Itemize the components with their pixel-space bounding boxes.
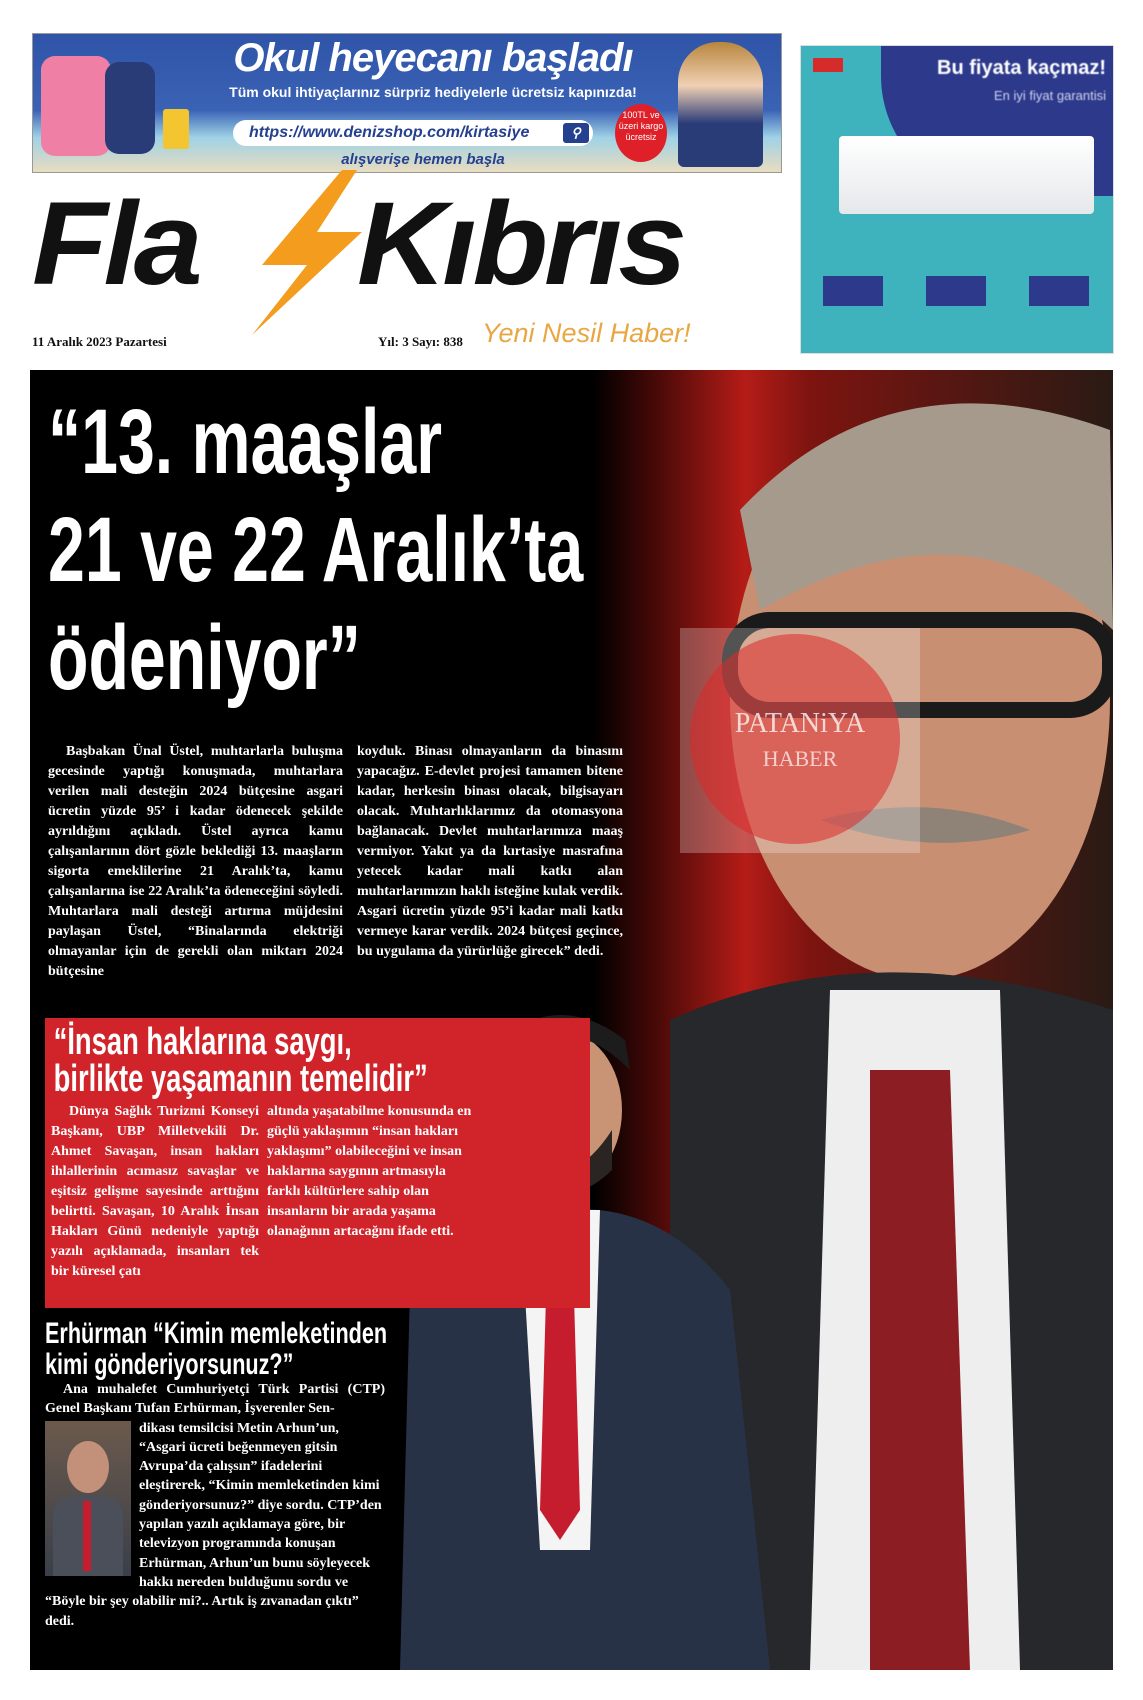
lead-story-body <box>30 742 650 1018</box>
price-tag <box>926 276 986 306</box>
story3-headline-line: kimi gönderiyorsunuz?” <box>45 1348 294 1381</box>
backpack-image <box>41 56 111 156</box>
story3-headline-line: Erhürman “Kimin memleketinden <box>45 1317 388 1350</box>
ad-url-bar[interactable] <box>233 120 593 146</box>
story3-body-flow <box>45 1419 385 1631</box>
story3-outro: nereden bulduğunu sordu ve “Böyle bir şey olabilir mi?.. Artık iş zıvanadan çıktı” dedi. <box>45 1574 359 1629</box>
masthead-logo <box>32 180 792 315</box>
left-column-flow <box>30 742 650 1631</box>
school-ad-banner[interactable] <box>32 33 782 173</box>
story2-column-1: Dünya Sağlık Turizmi Konseyi Başkanı, UBP Milletvekili Dr. Ahmet Savaşan, insan hakları ihlallerinin acımasız savaşlar ve eşitsiz gelişme sayesinde arttığını belirtti. Savaşan, 10 Aralık İnsan Hakları Günü nedeniyle yaptığı yazılı açıklamada, insanları tek bir küresel çatı <box>51 1104 259 1279</box>
front-page-main <box>30 370 1113 1670</box>
story3-intro: Ana muhalefet Cumhuriyetçi Türk Partisi (CTP) Genel Başkanı Tufan Erhürman, İşverenler Sen- <box>45 1382 385 1417</box>
lead-headline-line: 21 ve 22 Aralık’ta <box>48 499 584 601</box>
air-conditioner-ad[interactable] <box>800 45 1114 354</box>
watermark-text: PATANiYA <box>734 708 866 739</box>
shipping-badge: 100TL ve üzeri kargo ücretsiz <box>615 104 667 162</box>
logo-text-left: Fla <box>32 178 199 310</box>
issue-number: Yıl: 3 Sayı: 838 <box>378 334 463 349</box>
ad-title: Okul heyecanı başladı <box>233 36 633 80</box>
lead-headline-line: ödeniyor” <box>48 607 361 709</box>
erhurman-story <box>30 1317 388 1631</box>
story2-headline-line: birlikte yaşamanın temelidir” <box>53 1058 428 1100</box>
lead-story-column-2: koyduk. Binası olmayanların da binasını yapacağız. E-devlet projesi tamamen bitene kadar, herkesin binası olacak, bilgisayarı olacak. Muhtarlıklarımız da otomasyona bağlanacak. Devlet muhtarlarımıza maaş vermiyor. Yakıt ya da kırtasiye masrafına yetecek kadar mali katkı alan muhtarlarımızın haklı isteğine kulak verdik. Asgari ücretin yüzde 95’i kadar mali katkı vermeye karar verdik. 2024 bütçesi geçince, bu uygulama da yürürlüğe girecek” dedi. <box>357 744 623 959</box>
lead-headline-line: “13. maaşlar <box>48 391 443 493</box>
pencil-cup-image <box>163 109 189 149</box>
story2-column-2: altında yaşatabilme konusunda en güçlü yaklaşımın “insan hakları yaklaşımı” olabileceğini ve insan haklarına saygının artmasıyla farklı kültürlere sahip olan insanların bir arada yaşama olanağının artacağını ifade etti. <box>267 1104 472 1239</box>
logo-text-right: Kıbrıs <box>357 178 683 310</box>
story2-headline-line: “İnsan haklarına saygı, <box>53 1021 352 1063</box>
human-rights-story-box <box>45 1018 590 1308</box>
price-tag <box>1029 276 1089 306</box>
ad-url: https://www.denizshop.com/kirtasiye <box>249 124 530 141</box>
ad-subtitle: Tüm okul ihtiyaçlarınız sürpriz hediyelerle ücretsiz kapınızda! <box>229 84 637 100</box>
brand-logo <box>813 58 843 72</box>
slogan: Yeni Nesil Haber! <box>482 318 691 348</box>
erhurman-photo <box>45 1421 131 1576</box>
ad-right-headline: Bu fiyata kaçmaz! <box>937 57 1106 79</box>
girl-image <box>678 42 763 167</box>
ad-right-subline: En iyi fiyat garantisi <box>994 88 1106 103</box>
ad-cta[interactable]: alışverişe hemen başla <box>341 151 505 168</box>
search-icon[interactable]: ⚲ <box>563 123 589 143</box>
price-tag <box>823 276 883 306</box>
story3-wrapped-text: dikası temsilcisi Metin Arhun’un, “Asgari ücreti beğenmeyen gitsin Avrupa’da çalışsın” ifadelerini eleştirerek, “Kimin memleketinden kimi gönderiyorsunuz?” diye sordu. CTP’den yapılan yazılı açıklamaya göre, bir televizyon programında konuşan Erhürman, Arhun’un bunu söyleyecek hakkı <box>139 1420 382 1590</box>
watermark-text: HABER <box>762 746 838 771</box>
air-conditioner-image <box>839 136 1094 214</box>
watermark <box>680 628 920 853</box>
backpack-image <box>105 62 155 154</box>
issue-date: 11 Aralık 2023 Pazartesi <box>32 334 167 349</box>
lead-story-column-1: Başbakan Ünal Üstel, muhtarlarla buluşma gecesinde yaptığı konuşmada, muhtarlara verilen mali desteğin 2024 bütçesine asgari ücretin yüzde 95’ i kadar ödenecek şekilde ayrıldığını açıkladı. Üstel ayrıca kamu çalışanlarının dört gözle beklediği 13. maaşların sigorta emeklilerine 21 Aralık’ta, kamu çalışanlarına ise 22 Aralık’ta ödeneceğini söyledi. Muhtarlara mali desteği artırma müjdesini paylaşan Üstel, “Binalarında elektriği olmayanlar için de gerekli olan miktarı 2024 bütçesine <box>48 744 343 979</box>
